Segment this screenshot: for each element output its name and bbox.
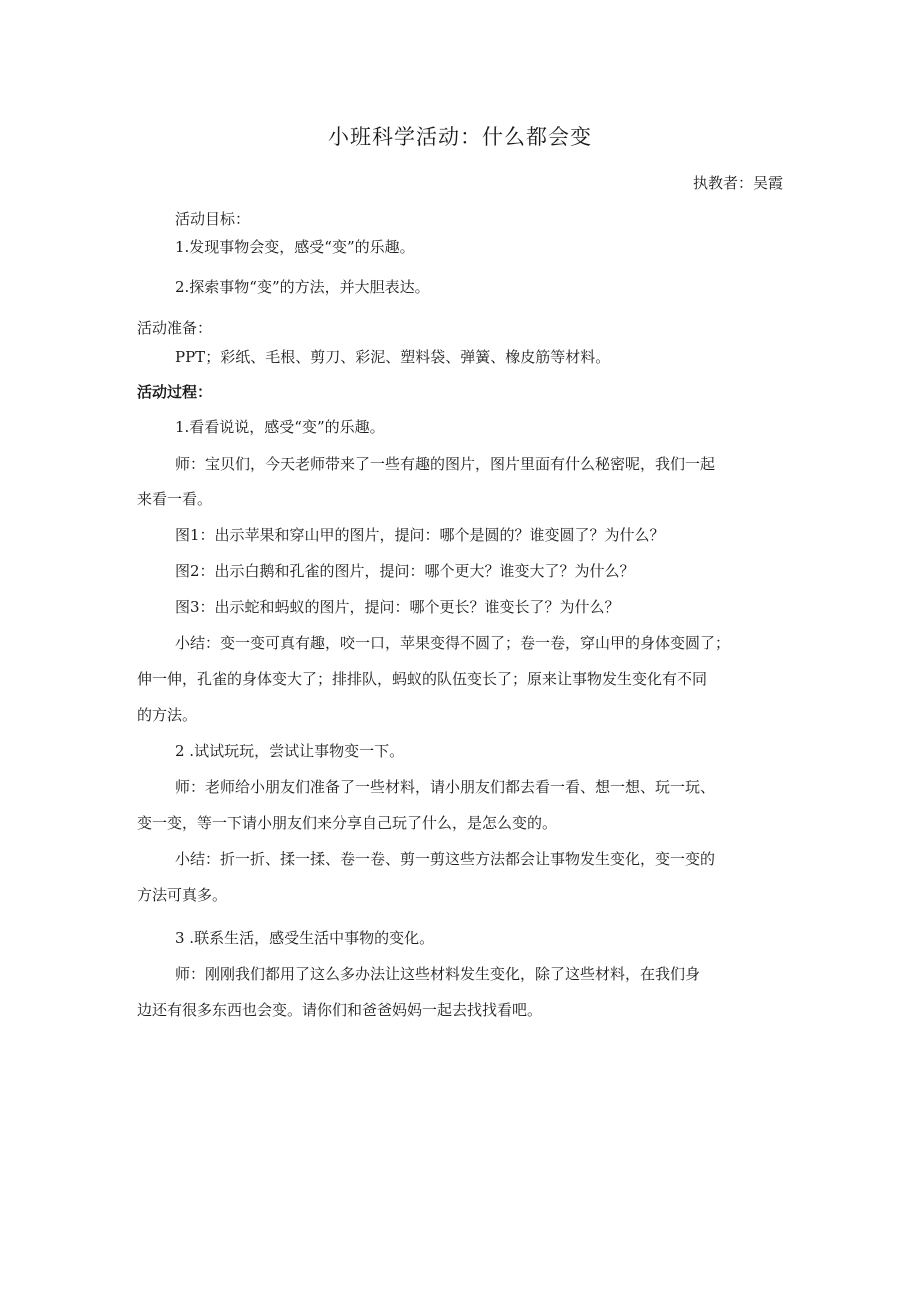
summary-2-line-1: 小结：折一折、揉一揉、卷一卷、剪一剪这些方法都会让事物发生变化，变一变的: [175, 850, 716, 868]
figure-2-line: 图2：出示白鹅和孔雀的图片，提问：哪个更大？谁变大了？为什么？: [175, 562, 635, 580]
step-2-paragraph-line-1: 师：老师给小朋友们准备了一些材料，请小朋友们都去看一看、想一想、玩一玩、: [175, 778, 716, 796]
step-3-paragraph-line-1: 师：刚刚我们都用了这么多办法让这些材料发生变化，除了这些材料，在我们身: [175, 965, 701, 983]
prep-text: PPT；彩纸、毛根、剪刀、彩泥、塑料袋、弹簧、橡皮筋等材料。: [175, 348, 611, 366]
prep-heading: 活动准备：: [137, 319, 213, 337]
goal-item-2: 2.探索事物“变”的方法，并大胆表达。: [175, 278, 430, 296]
document-title: 小班科学活动：什么都会变: [328, 125, 592, 149]
step-2-heading: 2 .试试玩玩，尝试让事物变一下。: [175, 742, 405, 760]
figure-1-line: 图1：出示苹果和穿山甲的图片，提问：哪个是圆的？谁变圆了？为什么？: [175, 526, 665, 544]
process-heading: 活动过程：: [137, 383, 213, 401]
author-line: 执教者：吴霞: [692, 174, 783, 192]
summary-2-line-2: 方法可真多。: [137, 886, 228, 904]
step-3-heading: 3 .联系生活，感受生活中事物的变化。: [175, 929, 435, 947]
step-1-heading: 1.看看说说，感受“变”的乐趣。: [175, 418, 385, 436]
figure-3-line: 图3：出示蛇和蚂蚁的图片，提问：哪个更长？谁变长了？为什么？: [175, 598, 620, 616]
summary-1-line-1: 小结：变一变可真有趣，咬一口，苹果变得不圆了；卷一卷，穿山甲的身体变圆了；: [175, 634, 731, 652]
step-2-paragraph-line-2: 变一变，等一下请小朋友们来分享自己玩了什么，是怎么变的。: [137, 814, 558, 832]
step-1-paragraph-line-1: 师：宝贝们，今天老师带来了一些有趣的图片，图片里面有什么秘密呢，我们一起: [175, 455, 716, 473]
goals-heading: 活动目标：: [175, 210, 251, 228]
step-3-paragraph-line-2: 边还有很多东西也会变。请你们和爸爸妈妈一起去找找看吧。: [137, 1001, 543, 1019]
summary-1-line-3: 的方法。: [137, 706, 198, 724]
goal-item-1: 1.发现事物会变，感受“变”的乐趣。: [175, 238, 415, 256]
step-1-paragraph-line-2: 来看一看。: [137, 490, 213, 508]
summary-1-line-2: 伸一伸，孔雀的身体变大了；排排队，蚂蚁的队伍变长了；原来让事物发生变化有不同: [137, 670, 708, 688]
